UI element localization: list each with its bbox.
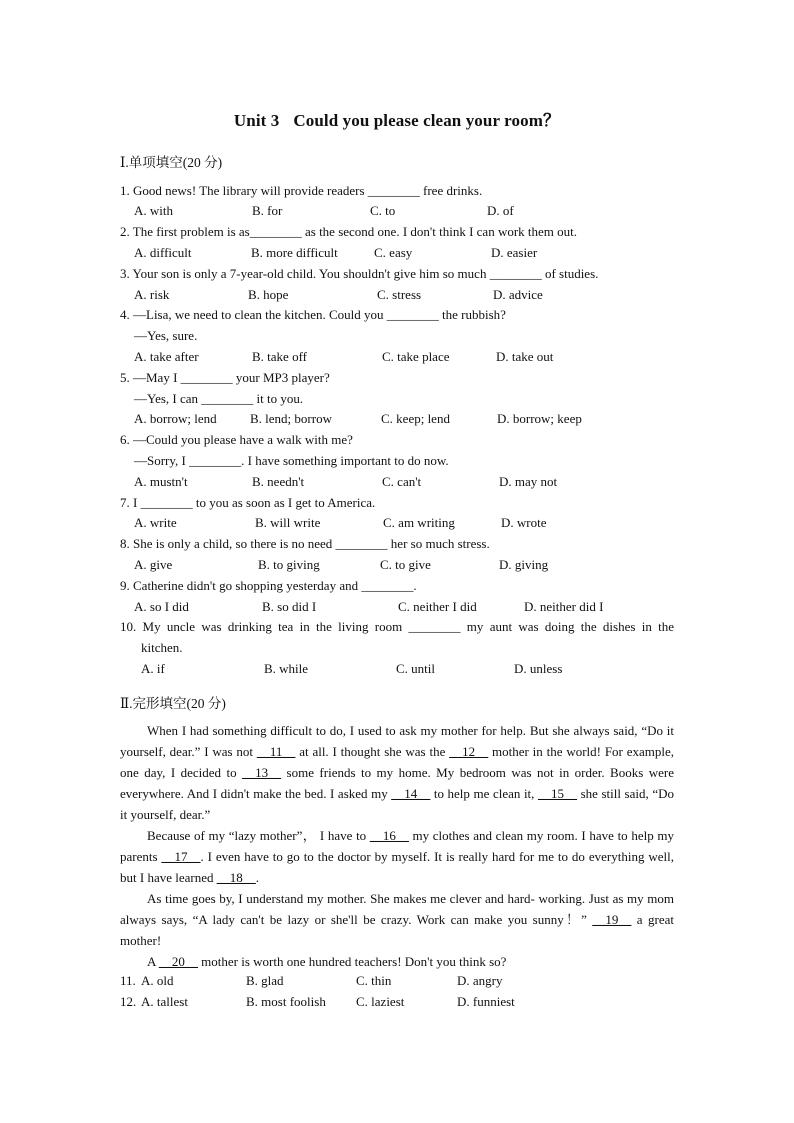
option: A. give [134, 557, 173, 572]
question-stem-continued: kitchen. [141, 640, 183, 655]
passage-text: mother is worth one hundred teachers! Don't you think so? [197, 954, 507, 969]
option: D. neither did I [524, 599, 604, 614]
section-heading-single-choice: Ⅰ.单项填空(20 分) [120, 155, 223, 170]
option: A. old [141, 973, 174, 988]
option: A. difficult [134, 245, 192, 260]
option: D. giving [499, 557, 549, 572]
option: B. needn't [252, 474, 305, 489]
option: C. thin [356, 973, 392, 988]
option: B. more difficult [251, 245, 338, 260]
passage-text: When I had something difficult to do, I used to ask my mother for help. But she always said, “Do it yourself, dear.” I was not [120, 723, 674, 759]
question-options [134, 203, 694, 221]
passage-paragraph [120, 888, 674, 951]
option: D. angry [457, 973, 503, 988]
option: A. so I did [134, 599, 189, 614]
option: B. for [252, 203, 283, 218]
option: C. until [396, 661, 436, 676]
question-options [134, 349, 694, 367]
option: A. take after [134, 349, 199, 364]
question-options [134, 515, 694, 533]
option: D. of [487, 203, 514, 218]
blank-13: __13__ [242, 765, 282, 780]
question-stem: 4. —Lisa, we need to clean the kitchen. Could you ________ the rubbish? [120, 307, 506, 322]
question-reply: —Yes, sure. [134, 328, 198, 343]
blank-14: __14__ [391, 786, 431, 801]
passage-text: mother in the world! For example, one day, I decided to [120, 744, 674, 780]
question-stem: 9. Catherine didn't go shopping yesterday and ________. [120, 578, 417, 593]
blank-11: __11__ [256, 744, 296, 759]
passage-text: A [147, 954, 159, 969]
passage-text: a great mother! [120, 912, 674, 948]
option: B. lend; borrow [250, 411, 332, 426]
question-reply: —Yes, I can ________ it to you. [134, 391, 304, 406]
question-number: 11. [120, 973, 136, 988]
question-stem: 5. —May I ________ your MP3 player? [120, 370, 330, 385]
option: C. take place [382, 349, 450, 364]
option: A. risk [134, 287, 170, 302]
passage-paragraph [120, 720, 674, 825]
question-options [134, 474, 694, 492]
option: D. take out [496, 349, 554, 364]
question-number: 12. [120, 994, 137, 1009]
blank-18: __18__ [216, 870, 256, 885]
page-title [0, 106, 794, 131]
option: B. while [264, 661, 309, 676]
passage-text: . [255, 870, 259, 885]
question-stem: 10. My uncle was drinking tea in the living room ________ my aunt was doing the dishes in the [120, 619, 674, 634]
option: D. borrow; keep [497, 411, 582, 426]
question-options [134, 287, 694, 305]
option: C. easy [374, 245, 413, 260]
question-options [134, 557, 694, 575]
cloze-passage [120, 720, 674, 972]
option: B. to giving [258, 557, 320, 572]
question-stem: 2. The first problem is as________ as the second one. I don't think I can work them out. [120, 224, 578, 239]
option: A. tallest [141, 994, 188, 1009]
option: C. to [370, 203, 396, 218]
option: D. may not [499, 474, 558, 489]
option: A. with [134, 203, 173, 218]
option: C. am writing [383, 515, 455, 530]
option: A. write [134, 515, 177, 530]
title-text: Could you please clean your room？ [293, 111, 561, 130]
option: A. borrow; lend [134, 411, 217, 426]
option: B. most foolish [246, 994, 326, 1009]
question-options [134, 411, 694, 429]
question-stem: 6. —Could you please have a walk with me? [120, 432, 353, 447]
passage-text: she still said, “Do it yourself, dear.” [120, 786, 674, 822]
option: A. if [141, 661, 165, 676]
blank-17: __17__ [161, 849, 201, 864]
option: D. unless [514, 661, 563, 676]
option: A. mustn't [134, 474, 188, 489]
option: C. laziest [356, 994, 405, 1009]
option: D. easier [491, 245, 538, 260]
question-stem: 7. I ________ to you as soon as I get to America. [120, 495, 376, 510]
option: B. hope [248, 287, 289, 302]
passage-text: . I even have to go to the doctor by myself. It is really hard for me to do everything well, but I have learned [120, 849, 674, 885]
option: C. to give [380, 557, 431, 572]
option: C. neither I did [398, 599, 477, 614]
blank-20: __20__ [158, 954, 198, 969]
passage-paragraph [120, 825, 674, 888]
option: C. can't [382, 474, 422, 489]
passage-text: Because of my “lazy mother”， I have to [147, 828, 370, 843]
option: B. will write [255, 515, 321, 530]
question-reply: —Sorry, I ________. I have something important to do now. [134, 453, 449, 468]
blank-19: __19__ [592, 912, 632, 927]
option: D. funniest [457, 994, 515, 1009]
question-stem: 3. Your son is only a 7-year-old child. You shouldn't give him so much ________ of studies. [120, 266, 599, 281]
option: D. advice [493, 287, 543, 302]
passage-text: my clothes and clean my room. I have to help my parents [120, 828, 674, 864]
passage-text: As time goes by, I understand my mother. She makes me clever and hard- working. Just as my mom always says, “A lady can't be lazy or she'll be crazy. Work can make you sunny！” [120, 891, 674, 927]
cloze-options-12 [120, 994, 680, 1012]
option: B. glad [246, 973, 284, 988]
blank-15: __15__ [538, 786, 577, 801]
passage-text: to help me clean it, [430, 786, 538, 801]
option: C. keep; lend [381, 411, 450, 426]
option: D. wrote [501, 515, 547, 530]
question-stem: 1. Good news! The library will provide readers ________ free drinks. [120, 183, 483, 198]
unit-label: Unit 3 [233, 111, 280, 130]
option: C. stress [377, 287, 422, 302]
passage-text: some friends to my home. My bedroom was not in order. Books were everywhere. And I didn't make the bed. I asked my [120, 765, 675, 801]
question-options [134, 599, 694, 617]
option: B. take off [252, 349, 307, 364]
passage-text: at all. I thought she was the [295, 744, 450, 759]
cloze-options-11 [120, 973, 680, 991]
blank-12: __12__ [449, 744, 489, 759]
section-heading-cloze: Ⅱ.完形填空(20 分) [120, 696, 226, 711]
question-stem: 8. She is only a child, so there is no need ________ her so much stress. [120, 536, 490, 551]
blank-16: __16__ [369, 828, 409, 843]
question-options [141, 661, 701, 679]
passage-paragraph [120, 951, 674, 972]
option: B. so did I [262, 599, 317, 614]
question-options [134, 245, 694, 263]
